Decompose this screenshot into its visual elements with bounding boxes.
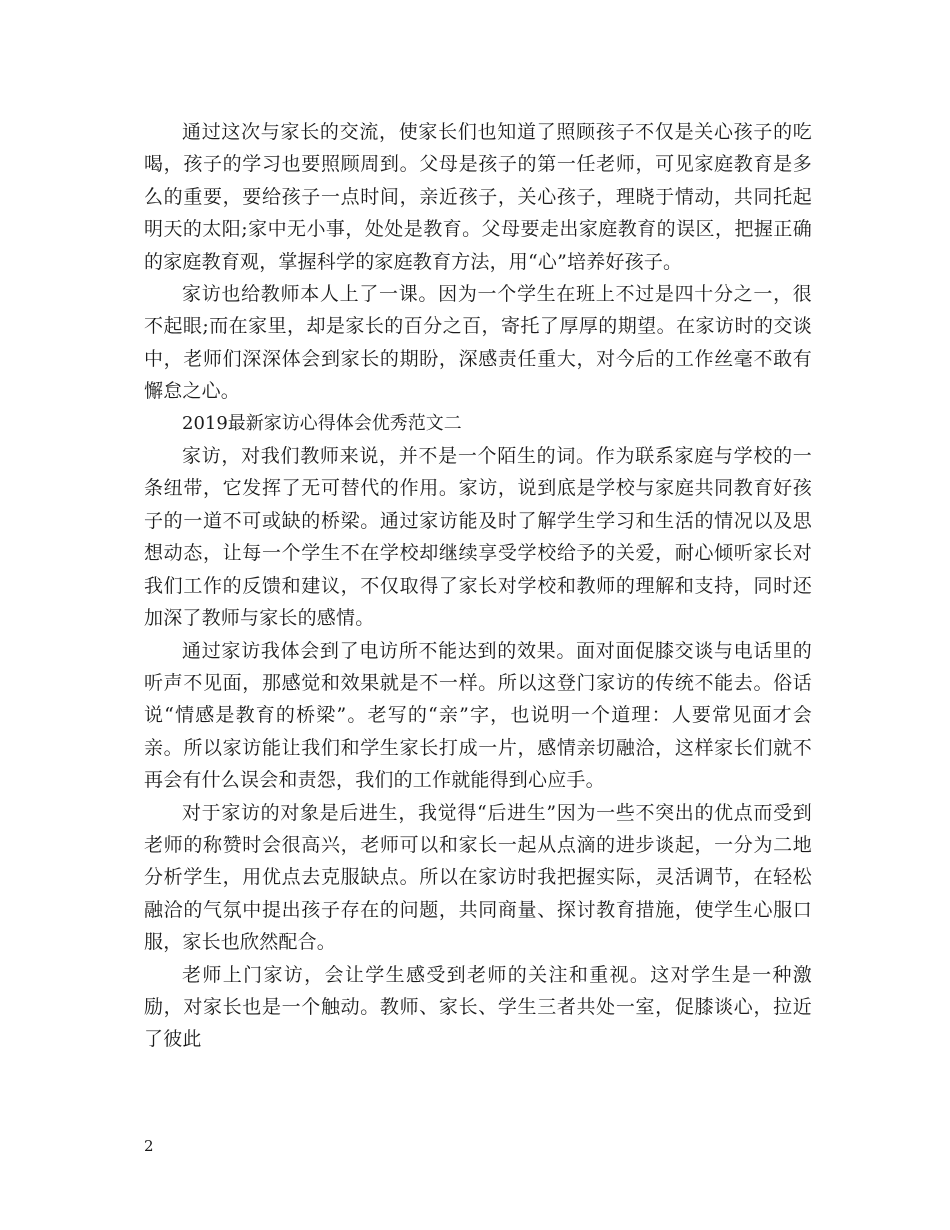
- paragraph-6: 老师上门家访，会让学生感受到老师的关注和重视。这对学生是一种激励，对家长也是一个触动。教师、家长、学生三者共处一室，促膝谈心，拉近了彼此: [144, 963, 812, 1051]
- paragraph-4: 通过家访我体会到了电访所不能达到的效果。面对面促膝交谈与电话里的听声不见面，那感觉和效果就是不一样。所以这登门家访的传统不能去。俗话说“情感是教育的桥梁”。老写的“亲”字，也说明一个道理：人要常见面才会亲。所以家访能让我们和学生家长打成一片，感情亲切融洽，这样家长们就不再会有什么误会和责怨，我们的工作就能得到心应手。: [144, 639, 812, 792]
- document-body: [144, 116, 812, 1056]
- paragraph-2: 家访也给教师本人上了一课。因为一个学生在班上不过是四十分之一，很不起眼;而在家里，却是家长的百分之百，寄托了厚厚的期望。在家访时的交谈中，老师们深深体会到家长的期盼，深感责任重大，对今后的工作丝毫不敢有懈怠之心。: [144, 283, 812, 403]
- page-number: 2: [144, 1137, 154, 1155]
- section-heading: 2019最新家访心得体会优秀范文二: [182, 412, 462, 434]
- paragraph-5: 对于家访的对象是后进生，我觉得“后进生”因为一些不突出的优点而受到老师的称赞时会很高兴，老师可以和家长一起从点滴的进步谈起，一分为二地分析学生，用优点去克服缺点。所以在家访时我把握实际，灵活调节，在轻松融洽的气氛中提出孩子存在的问题，共同商量、探讨教育措施，使学生心服口服，家长也欣然配合。: [144, 801, 812, 954]
- paragraph-1: 通过这次与家长的交流，使家长们也知道了照顾孩子不仅是关心孩子的吃喝，孩子的学习也要照顾周到。父母是孩子的第一任老师，可见家庭教育是多么的重要，要给孩子一点时间，亲近孩子，关心孩子，理晓于情动，共同托起明天的太阳;家中无小事，处处是教育。父母要走出家庭教育的误区，把握正确的家庭教育观，掌握科学的家庭教育方法，用“心”培养好孩子。: [144, 121, 812, 273]
- paragraph-3: 家访，对我们教师来说，并不是一个陌生的词。作为联系家庭与学校的一条纽带，它发挥了无可替代的作用。家访，说到底是学校与家庭共同教育好孩子的一道不可或缺的桥梁。通过家访能及时了解学生学习和生活的情况以及思想动态，让每一个学生不在学校却继续享受学校给予的关爱，耐心倾听家长对我们工作的反馈和建议，不仅取得了家长对学校和教师的理解和支持，同时还加深了教师与家长的感情。: [144, 445, 812, 630]
